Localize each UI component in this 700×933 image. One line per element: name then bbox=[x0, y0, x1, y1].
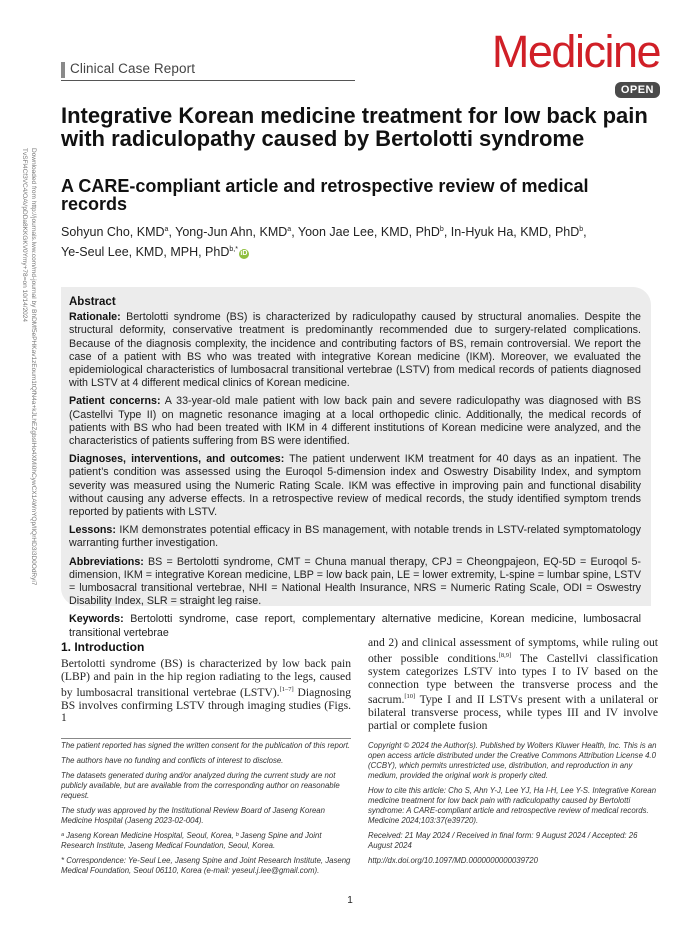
abstract-diagnoses bbox=[69, 453, 641, 519]
open-access-badge: OPEN bbox=[615, 82, 660, 98]
affil-sup: a bbox=[164, 226, 169, 233]
download-stamp-text: Downloaded from http://journals.lww.com/md-journal by BhDMf5ePHKav1zEoum1tQfN4a+kJLhEZgbsIHo4XMi0hCywCX1AWnYQp/IlQrHD3i3D0OdRyi7TvSFl4Cf3VC4/OAVpDDa8KKGKV0Ymy+78=on 10/14/2024 bbox=[21, 148, 37, 586]
orcid-icon[interactable]: iD bbox=[240, 250, 248, 258]
abstract-rationale bbox=[69, 311, 641, 390]
section-label-bar bbox=[61, 62, 65, 78]
footnote: The datasets generated during and/or analyzed during the current study are not publicly available, but are available from the corresponding author on reasonable request. bbox=[61, 771, 340, 800]
article-title: Integrative Korean medicine treatment for low back pain with radiculopathy caused by Bertolotti syndrome bbox=[61, 103, 648, 151]
abstract-heading: Abstract bbox=[69, 296, 116, 308]
abstract-label: Lessons: bbox=[69, 524, 116, 537]
section-heading-introduction: 1. Introduction bbox=[61, 640, 145, 654]
footnote: * Correspondence: Ye-Seul Lee, Jaseng Spine and Joint Research Institute, Jaseng Medical Foundation, Seoul 06110, Korea (e-mail: yeseul.j.lee@gmail.com). bbox=[61, 856, 351, 875]
abstract-text: IKM demonstrates potential efficacy in BS management, with notable trends in LSTV-related symptomatology warranting further investigation. bbox=[69, 524, 641, 550]
abstract-label: Diagnoses, interventions, and outcomes: bbox=[69, 453, 285, 466]
abstract-label: Rationale: bbox=[69, 311, 121, 324]
abstract-text: A 33-year-old male patient with low back pain and severe radiculopathy was diagnosed with BS (Castellvi Type II) on magnetic resonance imaging at a local orthopedic clinic. Additionally, the medical records of patients with BS who had been treated with IKM in 4 different institutions of Korean medicine were analyzed, and the characteristics of patients suffering from BS were identified. bbox=[69, 395, 641, 448]
footnote: ᵃ Jaseng Korean Medicine Hospital, Seoul, Korea, ᵇ Jaseng Spine and Joint Research Institute, Jaseng Medical Foundation, Seoul, Korea. bbox=[61, 831, 322, 850]
abstract-label: Patient concerns: bbox=[69, 395, 161, 408]
body-text: The Castellvi classification system categorizes LSTV into types I to IV based on the connection type between the transverse process and the sacrum. bbox=[368, 651, 658, 707]
abstract-label: Keywords: bbox=[69, 613, 124, 626]
section-label-text: Clinical Case Report bbox=[70, 61, 196, 76]
abstract-label: Abbreviations: bbox=[69, 555, 144, 568]
download-stamp bbox=[10, 148, 38, 588]
footnotes-left bbox=[61, 741, 353, 881]
affil-sup: a bbox=[287, 226, 292, 233]
footnote-divider bbox=[61, 738, 351, 739]
author-text: , In-Hyuk Ha, KMD, PhD bbox=[443, 225, 580, 240]
page-number: 1 bbox=[347, 895, 353, 906]
author-text: , Yong-Jun Ahn, KMD bbox=[168, 225, 288, 240]
body-text: Diagnosing BS involves confirming LSTV through imaging studies (Figs. 1 bbox=[61, 685, 352, 725]
citation-sup[interactable]: [1–7] bbox=[279, 685, 294, 693]
author-text: Sohyun Cho, KMD bbox=[61, 225, 165, 240]
footnote: Received: 21 May 2024 / Received in final form: 9 August 2024 / Accepted: 26 August 2024 bbox=[368, 831, 638, 850]
abstract-abbreviations bbox=[69, 556, 641, 609]
journal-brand bbox=[491, 26, 660, 96]
footnote: How to cite this article: Cho S, Ahn Y-J, Lee YJ, Ha I-H, Lee Y-S. Integrative Korean medicine treatment for low back pain with radiculopathy caused by Bertolotti syndrome: A CARE-compliant article and retrospective review of medical records. Medicine 2024;103:37(e39720). bbox=[368, 786, 657, 825]
abstract-text: Bertolotti syndrome, case report, complementary alternative medicine, Korean medicine, lumbosacral transitional vertebrae bbox=[69, 613, 641, 639]
abstract-box bbox=[61, 287, 651, 639]
abstract-text: Bertolotti syndrome (BS) is characterized by radiculopathy caused by structural anomalies. Despite the structural deformity, conservative treatment is predominantly recommended due to surgery-related complications. Because of the diagnosis complexity, the incidence and contributing factors of BS, remain controversial. We report the case of a patient with BS who was treated with integrative Korean medicine (IKM). Moreover, we evaluated the epidemiological characteristics of lumbosacral transitional vertebrae (LSTV) from medical records of patients diagnosed with LSTV at 4 different medical clinics of Korean medicine. bbox=[69, 311, 641, 390]
author-list bbox=[61, 221, 641, 261]
body-column-right bbox=[368, 637, 658, 733]
abstract-text: BS = Bertolotti syndrome, CMT = Chuna manual therapy, CPJ = Cheongpajeon, EQ-5D = Euroqol 5-dimension, IKM = integrative Korean medicine, LBP = low back pain, LE = lower extremity, L-spine = lumbar spine, LSTV = lumbosacral transitional vertebrae, NHI = National Health Insurance, NRS = Numeric Rating Scale, ODI = Oswestry Disability Index, SLR = straight leg raise. bbox=[69, 555, 641, 608]
affil-sup: b,* bbox=[229, 246, 238, 254]
doi-link[interactable]: http://dx.doi.org/10.1097/MD.0000000000039720 bbox=[368, 856, 538, 865]
body-text: and 2) and clinical assessment of symptoms, while ruling out other possible conditions. bbox=[368, 636, 658, 665]
author-text: , Yoon Jae Lee, KMD, PhD bbox=[291, 225, 440, 240]
abstract-text: The patient underwent IKM treatment for 40 days as an inpatient. The patient’s condition was assessed using the Euroqol 5-dimension index and Oswestry Disability Index, and symptom severity was measured using the Numeric Rating Scale. IKM was effective in improving pain and functional disability without causing any adverse effects. In a retrospective review of medical records, the study identified symptom trends reported by patients with LSTV. bbox=[69, 453, 641, 519]
author-text: Ye-Seul Lee, KMD, MPH, PhD bbox=[61, 245, 230, 260]
body-column-left bbox=[61, 658, 351, 725]
body-text: Type I and II LSTVs present with a unilateral or bilateral transverse process, while types III and IV involve partial or complete fusion bbox=[368, 693, 658, 733]
abstract-lessons bbox=[69, 524, 641, 550]
journal-logo: Medicine bbox=[491, 26, 660, 77]
citation-sup[interactable]: [8,9] bbox=[498, 651, 512, 659]
article-subtitle: A CARE-compliant article and retrospective review of medical records bbox=[61, 176, 589, 214]
affil-sup: b bbox=[439, 226, 444, 233]
affil-sup: b bbox=[579, 226, 584, 233]
footnote: Copyright © 2024 the Author(s). Published by Wolters Kluwer Health, Inc. This is an open access article distributed under the Creative Commons Attribution License 4.0 (CCBY), which permits unrestricted use, distribution, and reproduction in any medium, provided the original work is properly cited. bbox=[368, 741, 657, 780]
author-text: , bbox=[583, 225, 587, 240]
body-text: Bertolotti syndrome (BS) is characterized by low back pain (LBP) and pain in the hip region radiating to the legs, caused by lumbosacral transitional vertebrae (LSTV). bbox=[61, 657, 351, 699]
section-label bbox=[61, 60, 355, 81]
footnote: The authors have no funding and conflicts of interest to disclose. bbox=[61, 756, 284, 765]
abstract-concerns bbox=[69, 395, 641, 448]
footnote: The study was approved by the Institutional Review Board of Jaseng Korean Medicine Hospital (Jaseng 2023-02-004). bbox=[61, 806, 325, 825]
footnote: The patient reported has signed the written consent for the publication of this report. bbox=[61, 741, 351, 750]
footnotes-right bbox=[368, 741, 658, 871]
citation-sup[interactable]: [10] bbox=[404, 693, 416, 701]
